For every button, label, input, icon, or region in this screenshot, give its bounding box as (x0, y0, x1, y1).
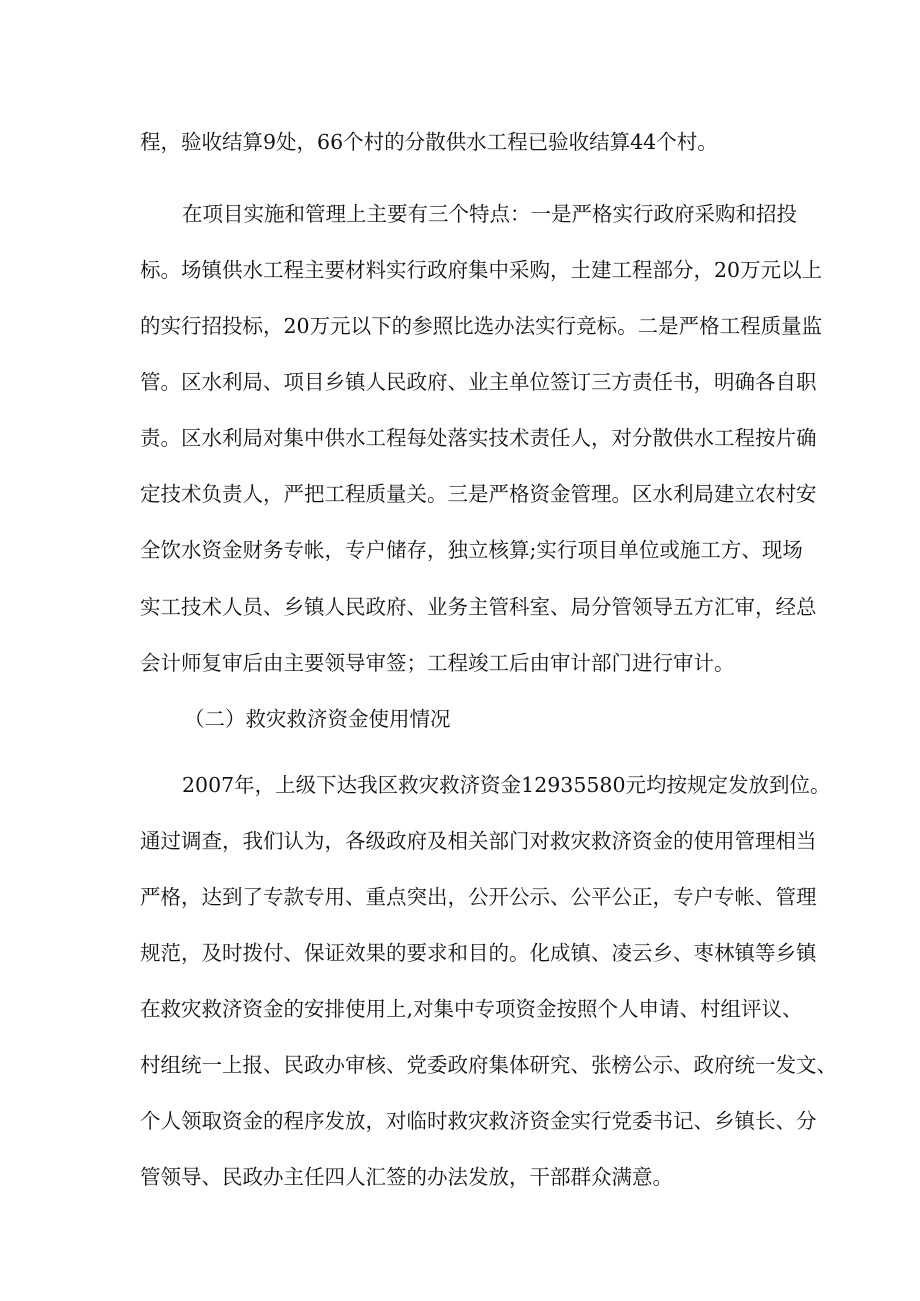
paragraph-line (0, 1101, 920, 1141)
section-heading-line (0, 699, 920, 739)
paragraph-line (0, 643, 920, 683)
paragraph-line (0, 122, 920, 162)
paragraph-line (0, 933, 920, 973)
paragraph-line (0, 1157, 920, 1197)
text-line: 在救灾救济资金的安排使用上,对集中专项资金按照个人申请、村组评议、 (140, 997, 803, 1021)
text-line: 责。区水利局对集中供水工程每处落实技术责任人，对分散供水工程按片确 (140, 426, 817, 450)
paragraph-line (0, 194, 920, 234)
paragraph-line (0, 362, 920, 402)
paragraph-line (0, 1045, 920, 1085)
section-heading: （二）救灾救济资金使用情况 (184, 707, 451, 731)
paragraph-line (0, 877, 920, 917)
text-line: 规范，及时拨付、保证效果的要求和目的。化成镇、凌云乡、枣林镇等乡镇 (140, 941, 817, 965)
text-line: 严格，达到了专款专用、重点突出，公开公示、公平公正，专户专帐、管理 (140, 885, 817, 909)
paragraph-line (0, 474, 920, 514)
text-line: 定技术负责人，严把工程质量关。三是严格资金管理。区水利局建立农村安 (140, 482, 817, 506)
text-line: 2007年，上级下达我区救灾救济资金12935580元均按规定发放到位。 (182, 773, 831, 797)
text-line: 实工技术人员、乡镇人民政府、业务主管科室、局分管领导五方汇审，经总 (140, 595, 817, 619)
text-line: 会计师复审后由主要领导审签；工程竣工后由审计部门进行审计。 (140, 651, 735, 675)
paragraph-line (0, 765, 920, 805)
text-line: 在项目实施和管理上主要有三个特点：一是严格实行政府采购和招投 (182, 202, 797, 226)
text-line: 全饮水资金财务专帐，专户储存，独立核算;实行项目单位或施工方、现场 (140, 538, 803, 562)
paragraph-line (0, 821, 920, 861)
paragraph-line (0, 530, 920, 570)
paragraph-line (0, 250, 920, 290)
text-line: 村组统一上报、民政办审核、党委政府集体研究、张榜公示、政府统一发文、 (140, 1053, 837, 1077)
text-line: 管领导、民政办主任四人汇签的办法发放，干部群众满意。 (140, 1165, 673, 1189)
paragraph-line (0, 989, 920, 1029)
paragraph-line (0, 418, 920, 458)
paragraph-line (0, 587, 920, 627)
text-line: 个人领取资金的程序发放，对临时救灾救济资金实行党委书记、乡镇长、分 (140, 1109, 817, 1133)
text-line: 的实行招投标，20万元以下的参照比选办法实行竞标。二是严格工程质量监 (140, 314, 823, 338)
text-line: 程，验收结算9处，66个村的分散供水工程已验收结算44个村。 (140, 130, 718, 154)
paragraph-line (0, 306, 920, 346)
text-line: 通过调查，我们认为，各级政府及相关部门对救灾救济资金的使用管理相当 (140, 829, 817, 853)
text-line: 管。区水利局、项目乡镇人民政府、业主单位签订三方责任书，明确各自职 (140, 370, 817, 394)
text-line: 标。场镇供水工程主要材料实行政府集中采购，土建工程部分，20万元以上 (140, 258, 823, 282)
